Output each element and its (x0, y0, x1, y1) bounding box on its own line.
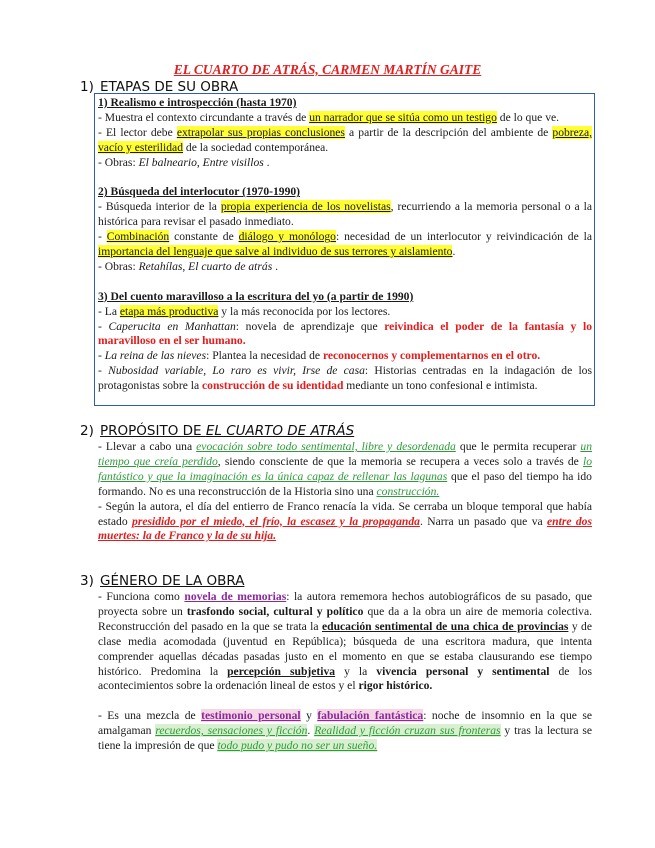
stage-2-line-a: - Búsqueda interior de la propia experiencia de los novelistas, recurriendo a la memoria personal o a la histórica para revisar el pasado inmediato. (98, 200, 592, 229)
section-2-heading: 2) PROPÓSITO DE EL CUARTO DE ATRÁS (80, 423, 355, 439)
purpose-paragraph-b: - Según la autora, el día del entierro de Franco renacía la vida. Se cerraba un bloque temporal que había estado presidido por el miedo, el frío, la escasez y la propaganda. Narra un pasado que va entre dos muertes: la de Franco y la de su hija. (98, 499, 592, 543)
purpose-paragraph-a: - Llevar a cabo una evocación sobre todo sentimental, libre y desordenada que le permita recuperar un tiempo que creía perdido, siendo consciente de que la memoria se recupera a veces solo a través de lo fantástico y que la imaginación es la única capaz de rellenar las lagunas que el paso del tiempo ha ido formando. No es una reconstrucción de la Historia sino una construcción. (98, 440, 592, 498)
section-1-body (98, 96, 592, 394)
section-3-body (98, 590, 592, 754)
genre-paragraph-b: - Es una mezcla de testimonio personal y fabulación fantástica: noche de insomnio en la que se amalgaman recuerdos, sensaciones y ficción. Realidad y ficción cruzan sus fronteras y tras la lectura se tiene la impresión de que todo pudo y pudo no ser un sueño. (98, 709, 593, 753)
stage-1-line-a: - Muestra el contexto circundante a través de un narrador que se sitúa como un testigo de lo que ve. (98, 110, 560, 124)
stage-1-subtitle: 1) Realismo e introspección (hasta 1970) (98, 96, 297, 109)
genre-paragraph-a: - Funciona como novela de memorias: la autora rememora hechos autobiográficos de su pasado, que proyecta sobre un trasfondo social, cultural y político que da a la obra un aire de memoria colectiva. Reconstrucción del pasado en la que se trata la educación sentimental de una chica de provincias y de clase media acomodada (juventud en República); búsqueda de una escritora madura, que intenta comprender aquellas décadas pasadas justo en el momento en que se estaba clausurando ese tiempo histórico. Predomina la percepción subjetiva y la vivencia personal y sentimental de los acontecimientos sobre la ordenación lineal de estos y el rigor histórico. (98, 590, 593, 693)
stage-3-line-c: - La reina de las nieves: Plantea la necesidad de reconocernos y complementarnos en el otro. (98, 349, 541, 363)
stage-2-subtitle: 2) Búsqueda del interlocutor (1970-1990) (98, 185, 301, 199)
stage-1-works: - Obras: El balneario, Entre visillos . (98, 155, 270, 169)
stage-3-subtitle: 3) Del cuento maravilloso a la escritura del yo (a partir de 1990) (98, 289, 414, 303)
section-2-body (98, 440, 592, 544)
stage-3-line-b: - Caperucita en Manhattan: novela de aprendizaje que reivindica el poder de la fantasía y lo maravilloso en el ser humano. (98, 319, 592, 348)
stage-1-line-b: - El lector debe extrapolar sus propias conclusiones a partir de la descripción del ambiente de pobreza, vacío y esterilidad de la sociedad contemporánea. (98, 125, 592, 154)
section-3-heading: 3) GÉNERO DE LA OBRA (80, 573, 245, 589)
stage-3-line-a: - La etapa más productiva y la más reconocida por los lectores. (98, 304, 391, 318)
section-1-heading: 1) ETAPAS DE SU OBRA (80, 79, 239, 95)
stage-2-line-b: - Combinación constante de diálogo y monólogo: necesidad de un interlocutor y reivindicación de la importancia del lenguaje que salve al individuo de sus terrores y aislamiento. (98, 230, 592, 259)
stage-2-works: - Obras: Retahílas, El cuarto de atrás . (98, 259, 279, 273)
document-title: EL CUARTO DE ATRÁS, CARMEN MARTÍN GAITE (173, 62, 482, 77)
stage-3-line-d: - Nubosidad variable, Lo raro es vivir, Irse de casa: Historias centradas en la indagación de los protagonistas sobre la construcción de su identidad mediante un tono confesional e intimista. (98, 364, 592, 393)
